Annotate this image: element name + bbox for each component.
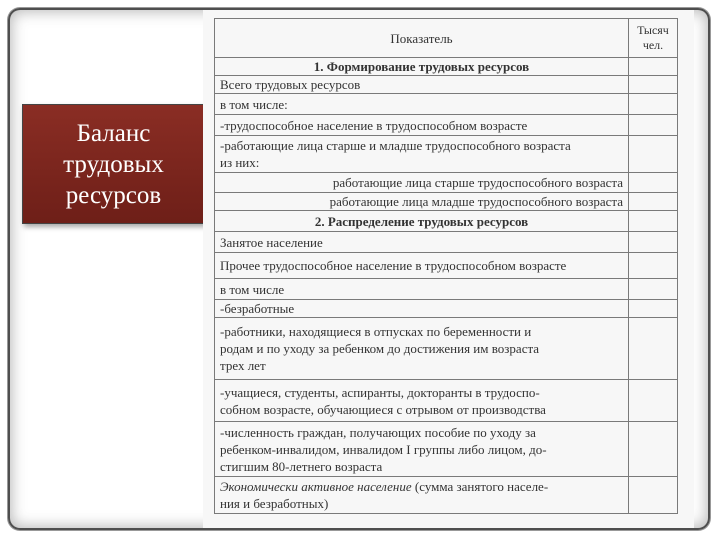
table-row [215, 422, 678, 477]
row-value [629, 58, 678, 76]
row-label: -безработные [215, 300, 629, 318]
row-value [629, 94, 678, 115]
section-heading: 1. Формирование трудовых ресурсов [215, 58, 629, 76]
table-section-row [215, 211, 678, 232]
row-value [629, 115, 678, 136]
document-page [203, 10, 694, 528]
row-label: -работники, находящиеся в отпусках по беременности и родам и по уходу за ребенком до достижения им возраста трех лет [215, 318, 629, 380]
row-label: Прочее трудоспособное население в трудоспособном возрасте [215, 253, 629, 279]
slide-title-box [22, 104, 205, 224]
row-value [629, 300, 678, 318]
header-unit: Тысяч чел. [629, 19, 678, 58]
table-header-row [215, 19, 678, 58]
table-row [215, 232, 678, 253]
row-value [629, 253, 678, 279]
table-row [215, 94, 678, 115]
row-value [629, 173, 678, 193]
row-label: -численность граждан, получающих пособие по уходу за ребенком-инвалидом, инвалидом I группы либо лицом, до- стигшим 80-летнего возраста [215, 422, 629, 477]
table-row [215, 193, 678, 211]
row-value [629, 211, 678, 232]
row-value [629, 193, 678, 211]
economically-active-note: (сумма занятого населе- ния и безработных) [220, 479, 549, 511]
table-row [215, 115, 678, 136]
table-row [215, 300, 678, 318]
row-value [629, 477, 678, 514]
table-row [215, 318, 678, 380]
row-value [629, 380, 678, 422]
row-label: в том числе: [215, 94, 629, 115]
row-label: -работающие лица старше и младше трудоспособного возраста из них: [215, 136, 629, 173]
table-section-row [215, 58, 678, 76]
row-value [629, 422, 678, 477]
row-label: -учащиеся, студенты, аспиранты, докторанты в трудоспо- собном возрасте, обучающиеся с отрывом от производства [215, 380, 629, 422]
table-row [215, 477, 678, 514]
row-value [629, 318, 678, 380]
row-label: Всего трудовых ресурсов [215, 76, 629, 94]
row-value [629, 279, 678, 300]
table-row [215, 380, 678, 422]
table-row [215, 76, 678, 94]
row-label: -трудоспособное население в трудоспособном возрасте [215, 115, 629, 136]
row-label [215, 477, 629, 514]
table-row [215, 279, 678, 300]
row-label: работающие лица младше трудоспособного возраста [215, 193, 629, 211]
row-value [629, 232, 678, 253]
row-label: работающие лица старше трудоспособного возраста [215, 173, 629, 193]
economically-active-label: Экономически активное население [220, 479, 412, 494]
table-row [215, 136, 678, 173]
slide-title: Баланс трудовых ресурсов [63, 119, 164, 209]
row-label: в том числе [215, 279, 629, 300]
slide [8, 8, 710, 530]
row-value [629, 76, 678, 94]
header-indicator: Показатель [215, 19, 629, 58]
table-row [215, 173, 678, 193]
table-row [215, 253, 678, 279]
row-value [629, 136, 678, 173]
labor-balance-table [214, 18, 678, 514]
row-label: Занятое население [215, 232, 629, 253]
section-heading: 2. Распределение трудовых ресурсов [215, 211, 629, 232]
